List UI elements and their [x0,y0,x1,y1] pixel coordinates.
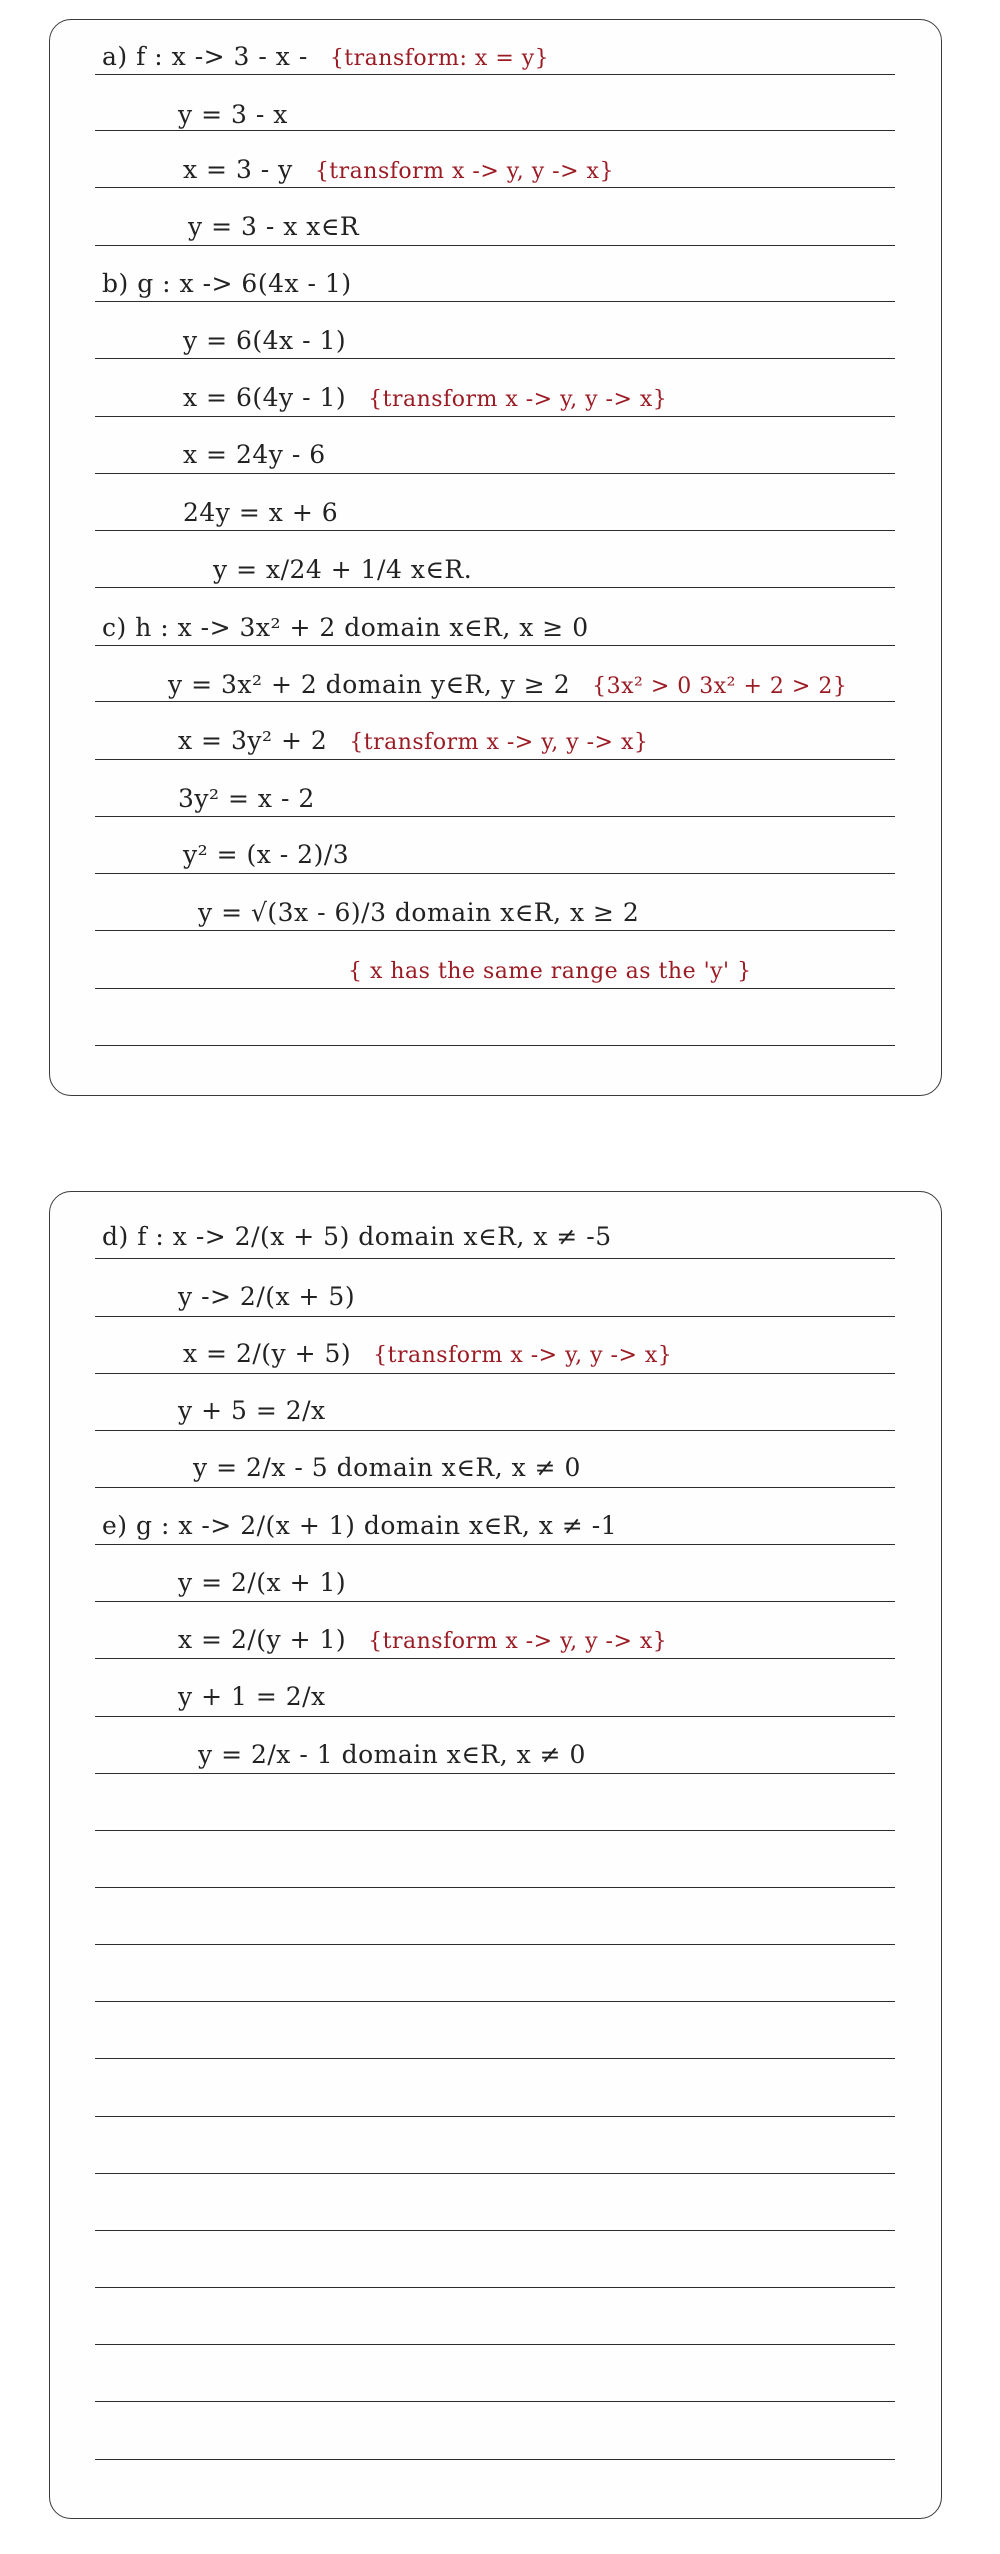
ruled-line [95,930,895,931]
equation-text: y² = (x - 2)/3 [183,840,350,869]
handwritten-line [183,383,667,415]
equation-text: y = x/24 + 1/4 x∈R. [213,555,473,584]
ruled-line [95,245,895,246]
annotation-note: {transform x -> y, y -> x} [368,1629,668,1654]
annotation-note: { x has the same range as the 'y' } [348,959,752,984]
equation-text: c) h : x -> 3x² + 2 domain x∈R, x ≥ 0 [102,613,589,642]
ruled-line [95,2058,895,2059]
equation-text: a) f : x -> 3 - x - [102,42,308,71]
equation-text: x = 3y² + 2 [178,726,328,755]
annotation-note: {3x² > 0 3x² + 2 > 2} [592,674,848,699]
handwritten-line [188,212,359,242]
handwritten-line [178,1625,667,1657]
equation-text: b) g : x -> 6(4x - 1) [102,269,352,298]
equation-text: x = 3 - y [183,155,293,184]
ruled-line [95,1373,895,1374]
handwritten-line [178,1682,326,1712]
equation-text: x = 6(4y - 1) [183,383,347,412]
annotation-note: {transform x -> y, y -> x} [373,1343,673,1368]
handwritten-line [183,840,349,870]
equation-text: y -> 2/(x + 5) [178,1282,356,1311]
handwritten-line [183,1339,672,1371]
equation-text: y = 3x² + 2 domain y∈R, y ≥ 2 [168,670,571,699]
equation-text: y = √(3x - 6)/3 domain x∈R, x ≥ 2 [198,898,640,927]
equation-text: y = 2/x - 5 domain x∈R, x ≠ 0 [193,1453,581,1482]
ruled-line [95,1830,895,1831]
equation-text: y = 2/(x + 1) [178,1568,347,1597]
ruled-line [95,873,895,874]
handwritten-line [102,1222,612,1252]
handwritten-line [178,784,315,814]
handwritten-line [213,555,472,585]
equation-text: x = 24y - 6 [183,440,326,469]
handwritten-line [102,42,549,74]
equation-text: e) g : x -> 2/(x + 1) domain x∈R, x ≠ -1 [102,1511,618,1540]
ruled-line [95,2230,895,2231]
annotation-note: {transform x -> y, y -> x} [349,730,649,755]
annotation-note: {transform x -> y, y -> x} [368,387,668,412]
handwritten-line [178,1568,346,1598]
ruled-line [95,587,895,588]
handwritten-line [348,955,752,987]
equation-text: x = 2/(y + 5) [183,1339,352,1368]
handwritten-line [183,155,614,187]
handwritten-line [178,1396,326,1426]
handwritten-line [183,440,326,470]
equation-text: x = 2/(y + 1) [178,1625,347,1654]
equation-text: y = 3 - x [178,100,288,129]
ruled-line [95,2287,895,2288]
equation-text: d) f : x -> 2/(x + 5) domain x∈R, x ≠ -5 [102,1222,612,1251]
ruled-line [95,1487,895,1488]
handwritten-line [193,1453,581,1483]
ruled-line [95,1773,895,1774]
ruled-line [95,1258,895,1259]
handwritten-line [102,1511,617,1541]
notebook-page-2 [49,1191,942,2519]
handwritten-line [168,670,847,702]
handwritten-line [178,1282,355,1312]
ruled-line [95,187,895,188]
ruled-line [95,473,895,474]
ruled-line [95,1544,895,1545]
ruled-line [95,645,895,646]
ruled-line [95,416,895,417]
ruled-line [95,301,895,302]
equation-text: 24y = x + 6 [183,498,339,527]
ruled-line [95,1716,895,1717]
handwritten-line [183,498,338,528]
equation-text: y + 1 = 2/x [178,1682,326,1711]
ruled-line [95,2001,895,2002]
ruled-line [95,1045,895,1046]
equation-text: y = 2/x - 1 domain x∈R, x ≠ 0 [198,1740,586,1769]
ruled-line [95,1316,895,1317]
equation-text: y = 6(4x - 1) [183,326,347,355]
ruled-line [95,2401,895,2402]
ruled-line [95,2344,895,2345]
ruled-line [95,1430,895,1431]
equation-text: 3y² = x - 2 [178,784,315,813]
ruled-line [95,530,895,531]
ruled-line [95,1944,895,1945]
handwritten-line [102,613,589,643]
ruled-line [95,1887,895,1888]
ruled-line [95,759,895,760]
handwritten-line [183,326,346,356]
notebook-page-1 [49,19,942,1096]
ruled-line [95,988,895,989]
handwritten-line [178,726,648,758]
ruled-line [95,2173,895,2174]
ruled-line [95,1601,895,1602]
equation-text: y + 5 = 2/x [178,1396,326,1425]
ruled-line [95,74,895,75]
handwritten-line [198,898,639,928]
handwritten-line [102,269,352,299]
ruled-line [95,130,895,131]
annotation-note: {transform x -> y, y -> x} [314,159,614,184]
ruled-line [95,2116,895,2117]
ruled-line [95,816,895,817]
handwritten-line [198,1740,586,1770]
ruled-line [95,358,895,359]
ruled-line [95,2459,895,2460]
equation-text: y = 3 - x x∈R [188,212,360,241]
handwritten-line [178,100,288,130]
annotation-note: {transform: x = y} [329,46,550,71]
ruled-line [95,1658,895,1659]
